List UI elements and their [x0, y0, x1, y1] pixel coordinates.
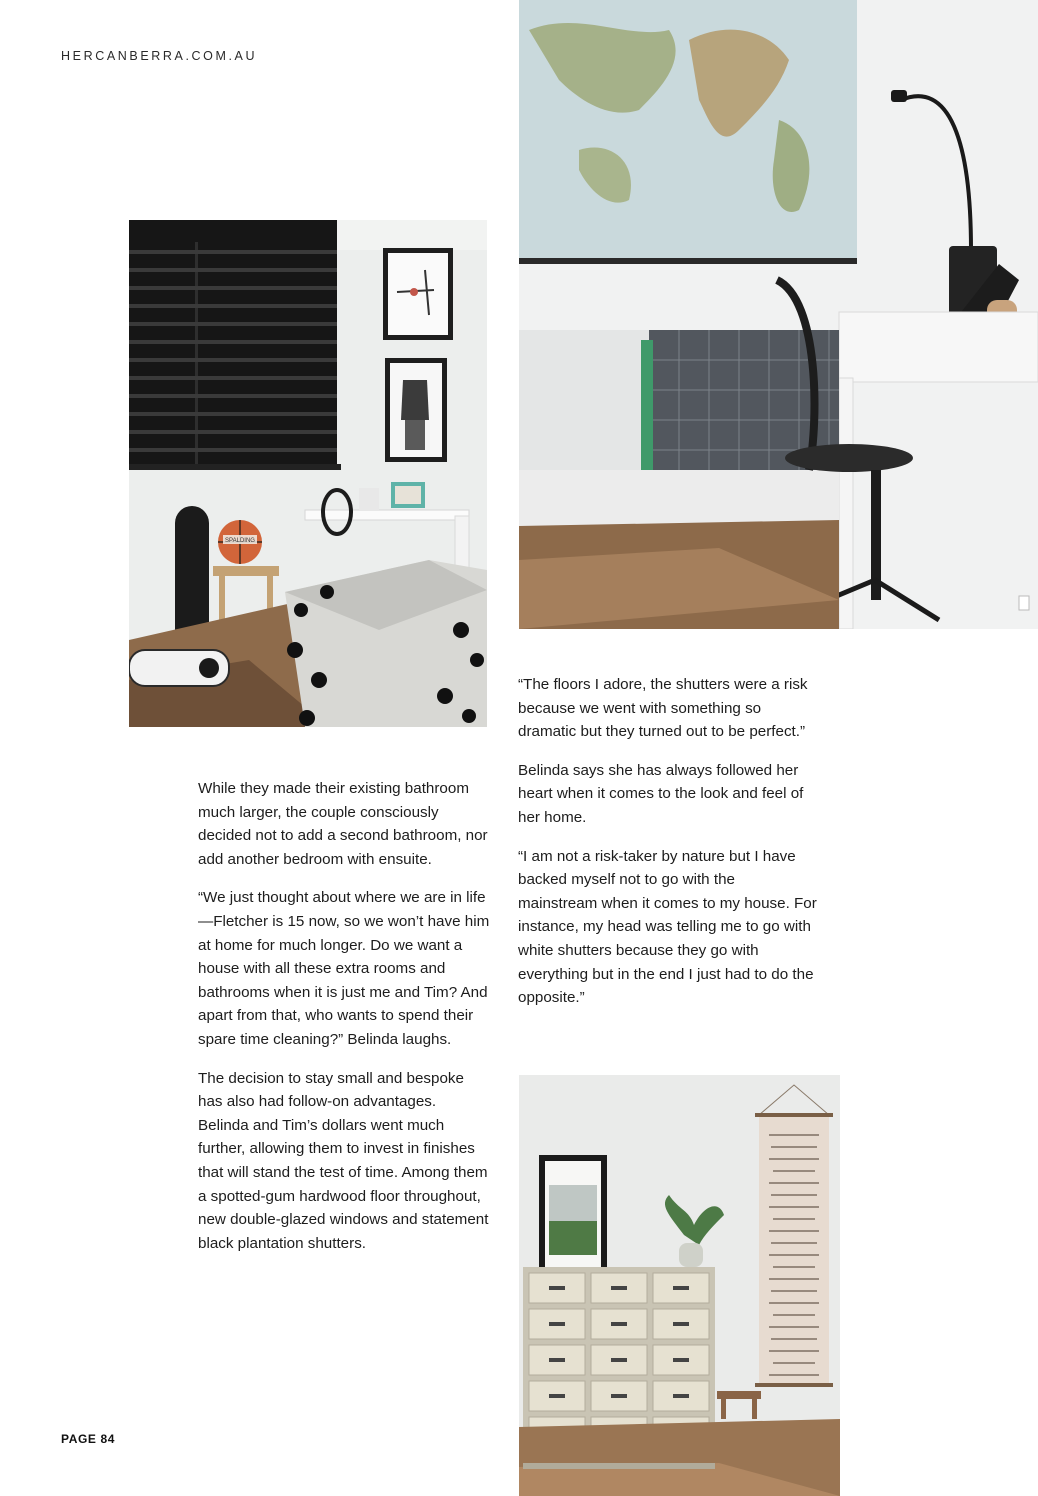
quote-where-we-are: “We just thought about where we are in life—Fletcher is 15 now, so we won’t have him at home for much longer. Do we want a house with all these extra rooms and bathrooms when it is just me and Tim? And apart from that, who wants to spend their spare time cleaning?” Belinda laughs.	[198, 889, 490, 1048]
framed-print-plane	[383, 248, 453, 340]
quote-floors-shutters: “The floors I adore, the shutters were a risk because we went with something so dramatic but they turned out to be perfect.”	[518, 676, 808, 741]
ball-logo-text: SPALDING	[225, 538, 255, 544]
paragraph-stay-small: The decision to stay small and bespoke has also had follow-on advantages. Belinda and Tim’s dollars went much further, allowing them to invest in finishes that will stand the test of time. Among them a spotted-gum hardwood floor throughout, new double-glazed windows and statement black plantation shutters.	[198, 1069, 489, 1252]
quote-risk-taker: “I am not a risk-taker by nature but I have backed myself not to go with the mainstream when it comes to my house. For instance, my head was telling me to go with white shutters because they go with everything but in the end I just had to do the opposite.”	[518, 847, 817, 1007]
left-text-column	[198, 777, 490, 1270]
paragraph-belinda-heart: Belinda says she has always followed her heart when it comes to the look and feel of her home.	[518, 761, 804, 826]
right-text-column	[518, 673, 818, 1025]
paragraph-bathroom: While they made their existing bathroom much larger, the couple consciously decided not to add a second bathroom, nor add another bedroom with ensuite.	[198, 780, 488, 868]
site-url[interactable]: HERCANBERRA.COM.AU	[61, 49, 258, 63]
bedroom-shutters-photo	[129, 220, 487, 727]
black-shutters	[129, 220, 341, 470]
drawers-wall-hanging-photo	[519, 1075, 840, 1496]
page-number: PAGE 84	[61, 1432, 115, 1446]
framed-print-dog	[385, 358, 447, 462]
wall-hanging-scroll	[755, 1085, 833, 1387]
world-map-poster	[519, 0, 857, 264]
desk-map-photo	[519, 0, 1038, 629]
